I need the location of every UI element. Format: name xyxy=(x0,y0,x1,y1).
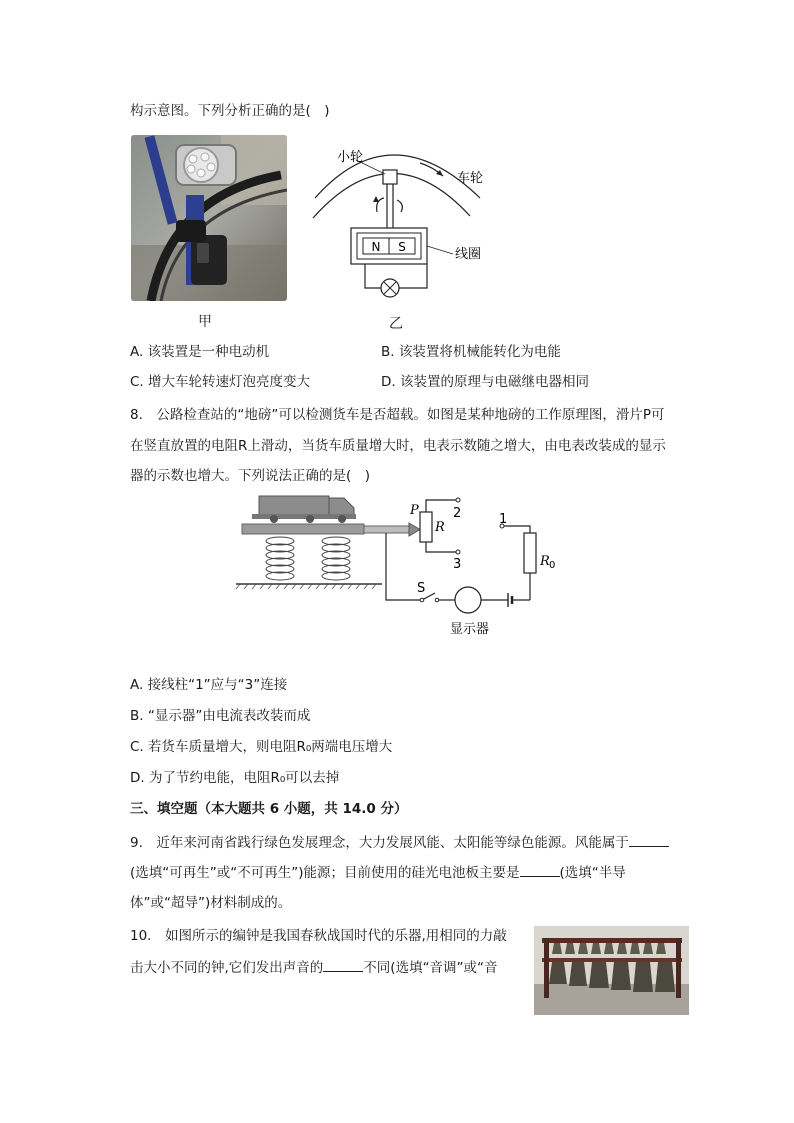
q7-option-c[interactable]: C. 增大车轮转速灯泡亮度变大 xyxy=(130,374,311,390)
bicycle-lamp-photo xyxy=(131,135,287,301)
q8-option-b[interactable]: B. “显示器”由电流表改装而成 xyxy=(130,708,311,724)
q9-line2b-text: (选填“半导 xyxy=(559,865,626,881)
q7-stem: 构示意图。下列分析正确的是( ) xyxy=(130,103,330,119)
q9-blank2[interactable] xyxy=(520,862,560,877)
q10-line1: 10. 如图所示的编钟是我国春秋战国时代的乐器,用相同的力敲 xyxy=(130,928,507,944)
dynamo-diagram xyxy=(305,140,505,305)
q9-line1 xyxy=(130,832,669,853)
q7-option-d[interactable]: D. 该装置的原理与电磁继电器相同 xyxy=(381,374,589,390)
display-label: 显示器 xyxy=(450,622,490,637)
figure-jia-caption: 甲 xyxy=(198,314,212,330)
figure-yi-caption: 乙 xyxy=(389,316,403,332)
coil-label: 线圈 xyxy=(455,247,482,262)
q8-option-d[interactable]: D. 为了节约电能，电阻R₀可以去掉 xyxy=(130,770,340,786)
q8-stem-line3: 器的示数也增大。下列说法正确的是( ) xyxy=(130,468,371,484)
weighbridge-circuit-diagram xyxy=(232,490,562,640)
q9-line2 xyxy=(130,862,626,883)
bianzhong-bells-photo xyxy=(534,926,689,1015)
terminal-3-label: 3 xyxy=(453,557,462,572)
q10-line2 xyxy=(130,957,498,978)
q9-line1-text: 9. 近年来河南省践行绿色发展理念，大力发展风能、太阳能等绿色能源。风能属于 xyxy=(130,835,629,851)
wheel-label: 车轮 xyxy=(457,171,484,186)
slider-p-label: P xyxy=(410,503,419,518)
resistor-r0-subscript: 0 xyxy=(549,560,556,571)
terminal-1-label: 1 xyxy=(499,512,508,527)
q7-option-b[interactable]: B. 该装置将机械能转化为电能 xyxy=(381,344,561,360)
q8-option-c[interactable]: C. 若货车质量增大，则电阻R₀两端电压增大 xyxy=(130,739,393,755)
small-wheel-label: 小轮 xyxy=(337,150,364,165)
resistor-r-label: R xyxy=(435,520,445,535)
q8-option-a[interactable]: A. 接线柱“1”应与“3”连接 xyxy=(130,677,288,693)
resistor-r0-label: R xyxy=(540,554,550,569)
q9-line2a-text: (选填“可再生”或“不可再生”)能源；目前使用的硅光电池板主要是 xyxy=(130,865,520,881)
section-title: 三、填空题（本大题共 6 小题，共 14.0 分） xyxy=(130,801,408,817)
q8-stem-line2: 在竖直放置的电阻R上滑动，当货车质量增大时，电表示数随之增大，由电表改装成的显示 xyxy=(130,438,666,454)
q8-stem-line1: 8. 公路检查站的“地磅”可以检测货车是否超载。如图是某种地磅的工作原理图，滑片P可 xyxy=(130,407,665,423)
magnet-n-label: N xyxy=(371,240,381,254)
q10-blank[interactable] xyxy=(323,957,363,972)
magnet-s-label: S xyxy=(398,240,406,254)
q9-line3: 体”或“超导”)材料制成的。 xyxy=(130,895,292,911)
q10-line2a-text: 击大小不同的钟,它们发出声音的 xyxy=(130,960,324,976)
switch-s-label: S xyxy=(417,581,426,596)
terminal-2-label: 2 xyxy=(453,506,462,521)
q7-option-a[interactable]: A. 该装置是一种电动机 xyxy=(130,344,270,360)
q9-blank1[interactable] xyxy=(629,832,669,847)
q10-line2b-text: 不同(选填“音调”或“音 xyxy=(363,960,498,976)
